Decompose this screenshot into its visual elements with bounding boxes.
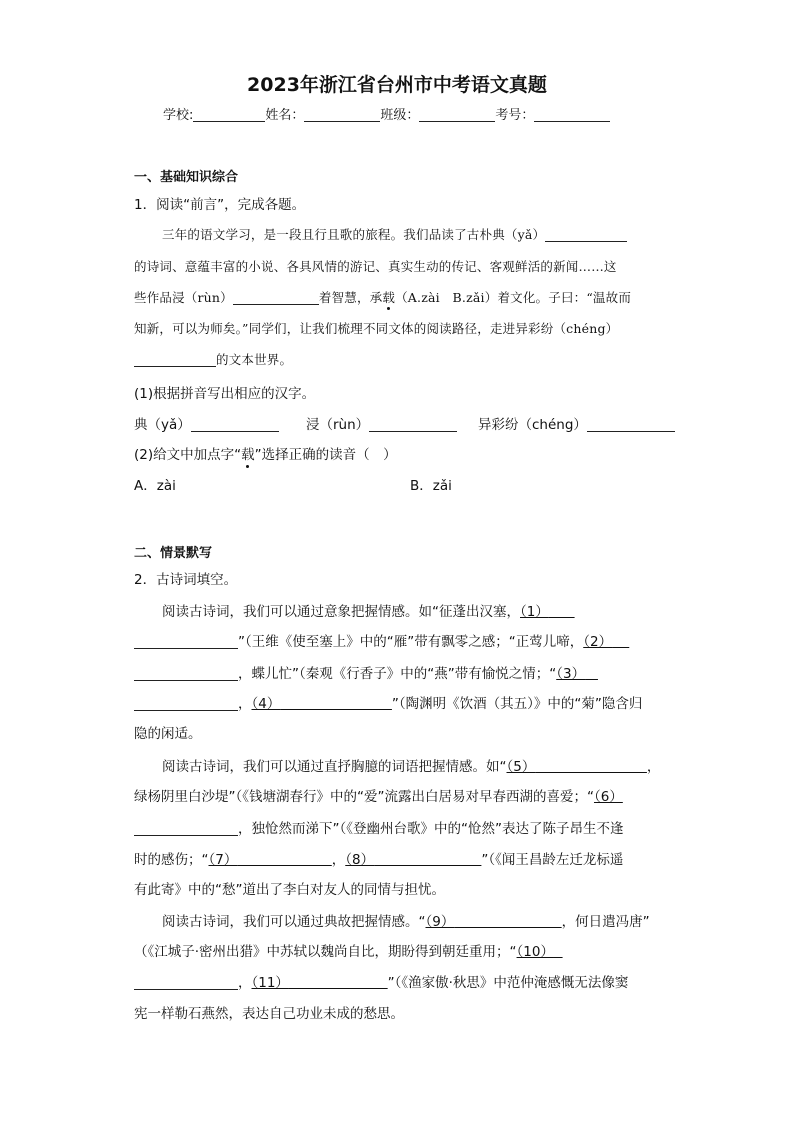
answer-blank-run[interactable] — [369, 417, 457, 432]
preface-blank-ya[interactable] — [545, 227, 627, 242]
question-1-intro: 1．阅读“前言”，完成各题。 — [134, 197, 306, 213]
poem-line-1: 阅读古诗词，我们可以通过意象把握情感。如“征蓬出汉塞，（1） — [162, 600, 575, 620]
student-info-line — [163, 104, 610, 123]
name-label: 姓名： — [265, 108, 305, 123]
blank-3-cont[interactable] — [134, 696, 238, 711]
option-b[interactable]: B．zǎi — [410, 478, 452, 494]
poem-line-11: 阅读古诗词，我们可以通过典故把握情感。“（9） ，何日遣冯唐” — [162, 914, 650, 930]
option-a[interactable]: A．zài — [134, 478, 176, 494]
section-2-heading: 二、情景默写 — [134, 546, 213, 561]
poem-line-4: ，（4） ”（陶渊明《饮酒（其五）》中的“菊”隐含归 — [134, 692, 642, 712]
blank-2[interactable]: （2） — [583, 634, 613, 650]
blank-1-cont[interactable] — [134, 634, 238, 649]
blank-5[interactable]: （5） — [506, 759, 536, 775]
poem-line-8: ，独怆然而涕下”（《登幽州台歌》中的“怆然”表达了陈子昂生不逢 — [134, 817, 623, 837]
preface-line-4: 知新，可以为师矣。”同学们，让我们梳理不同文体的阅读路径，走进异彩纷（chéng） — [134, 321, 619, 336]
school-label: 学校: — [163, 108, 194, 123]
blank-11[interactable]: （11） — [251, 975, 289, 991]
exam-no-label: 考号： — [495, 108, 535, 123]
section-1-heading: 一、基础知识综合 — [134, 170, 239, 185]
blank-6[interactable]: （6） — [593, 789, 623, 805]
school-blank[interactable] — [193, 107, 265, 122]
pinyin-answer-1: 典（yǎ） — [134, 413, 279, 433]
pinyin-answer-3: 异彩纷（chéng） — [478, 413, 675, 433]
sub-question-1: (1)根据拼音写出相应的汉字。 — [134, 386, 316, 402]
poem-line-13: ，（11） ”（《渔家傲·秋思》中范仲淹感慨无法像窦 — [134, 971, 628, 991]
blank-8[interactable]: （8） — [345, 852, 375, 868]
sub-question-2: (2)给文中加点字“载”选择正确的读音（ ） — [134, 447, 397, 463]
poem-line-7: 绿杨阴里白沙堤”（《钱塘湖春行》中的“爱”流露出白居易对早春西湖的喜爱；“（6） — [134, 789, 623, 805]
blank-6-cont[interactable] — [134, 821, 238, 836]
exam-no-blank[interactable] — [534, 107, 610, 122]
preface-blank-run[interactable] — [233, 290, 319, 305]
preface-blank-cheng[interactable] — [134, 352, 216, 367]
pinyin-answer-2: 浸（rùn） — [306, 413, 457, 433]
answer-blank-ya[interactable] — [191, 417, 279, 432]
poem-line-9: 时的感伤；“（7） ，（8） ”（《闻王昌龄左迁龙标遥 — [134, 852, 624, 868]
answer-blank-cheng[interactable] — [587, 417, 675, 432]
blank-10-cont[interactable] — [134, 975, 238, 990]
blank-3[interactable]: （3） — [556, 666, 586, 682]
poem-line-3: ，蝶儿忙”（秦观《行香子》中的“燕”带有愉悦之情；“（3） — [134, 662, 598, 682]
question-2-intro: 2．古诗词填空。 — [134, 572, 238, 588]
blank-2-cont[interactable] — [134, 666, 238, 681]
page-title: 2023年浙江省台州市中考语文真题 — [247, 74, 547, 96]
poem-line-2: ”（王维《使至塞上》中的“雁”带有飘零之感；“正莺儿啼，（2） — [134, 630, 629, 650]
blank-10[interactable]: （10） — [516, 944, 554, 960]
poem-line-10: 有此寄》中的“愁”道出了李白对友人的同情与担忧。 — [134, 882, 445, 898]
name-blank[interactable] — [304, 107, 380, 122]
poem-line-5: 隐的闲适。 — [134, 726, 202, 742]
poem-line-14: 宪一样勒石燕然，表达自己功业未成的愁思。 — [134, 1006, 404, 1022]
poem-line-12: （《江城子·密州出猎》中苏轼以魏尚自比，期盼得到朝廷重用；“（10） — [134, 940, 563, 960]
preface-line-5: 的文本世界。 — [134, 350, 292, 368]
preface-line-1: 三年的语文学习，是一段且行且歌的旅程。我们品读了古朴典（yǎ） — [162, 225, 627, 243]
blank-1[interactable]: （1） — [520, 604, 549, 620]
preface-line-2: 的诗词、意蕴丰富的小说、各具风情的游记、真实生动的传记、客观鲜活的新闻……这 — [134, 259, 617, 274]
preface-line-3: 些作品浸（rùn） 着智慧，承载（A.zài B.zǎi）着文化。子曰：“温故而 — [134, 290, 632, 305]
class-blank[interactable] — [419, 107, 495, 122]
blank-4[interactable]: （4） — [251, 696, 281, 712]
blank-7[interactable]: （7） — [208, 852, 238, 868]
class-label: 班级： — [380, 108, 420, 123]
dotted-char-zai: 载 — [382, 290, 396, 305]
poem-line-6: 阅读古诗词，我们可以通过直抒胸臆的词语把握情感。如“（5） ， — [162, 759, 661, 775]
blank-9[interactable]: （9） — [425, 914, 455, 930]
